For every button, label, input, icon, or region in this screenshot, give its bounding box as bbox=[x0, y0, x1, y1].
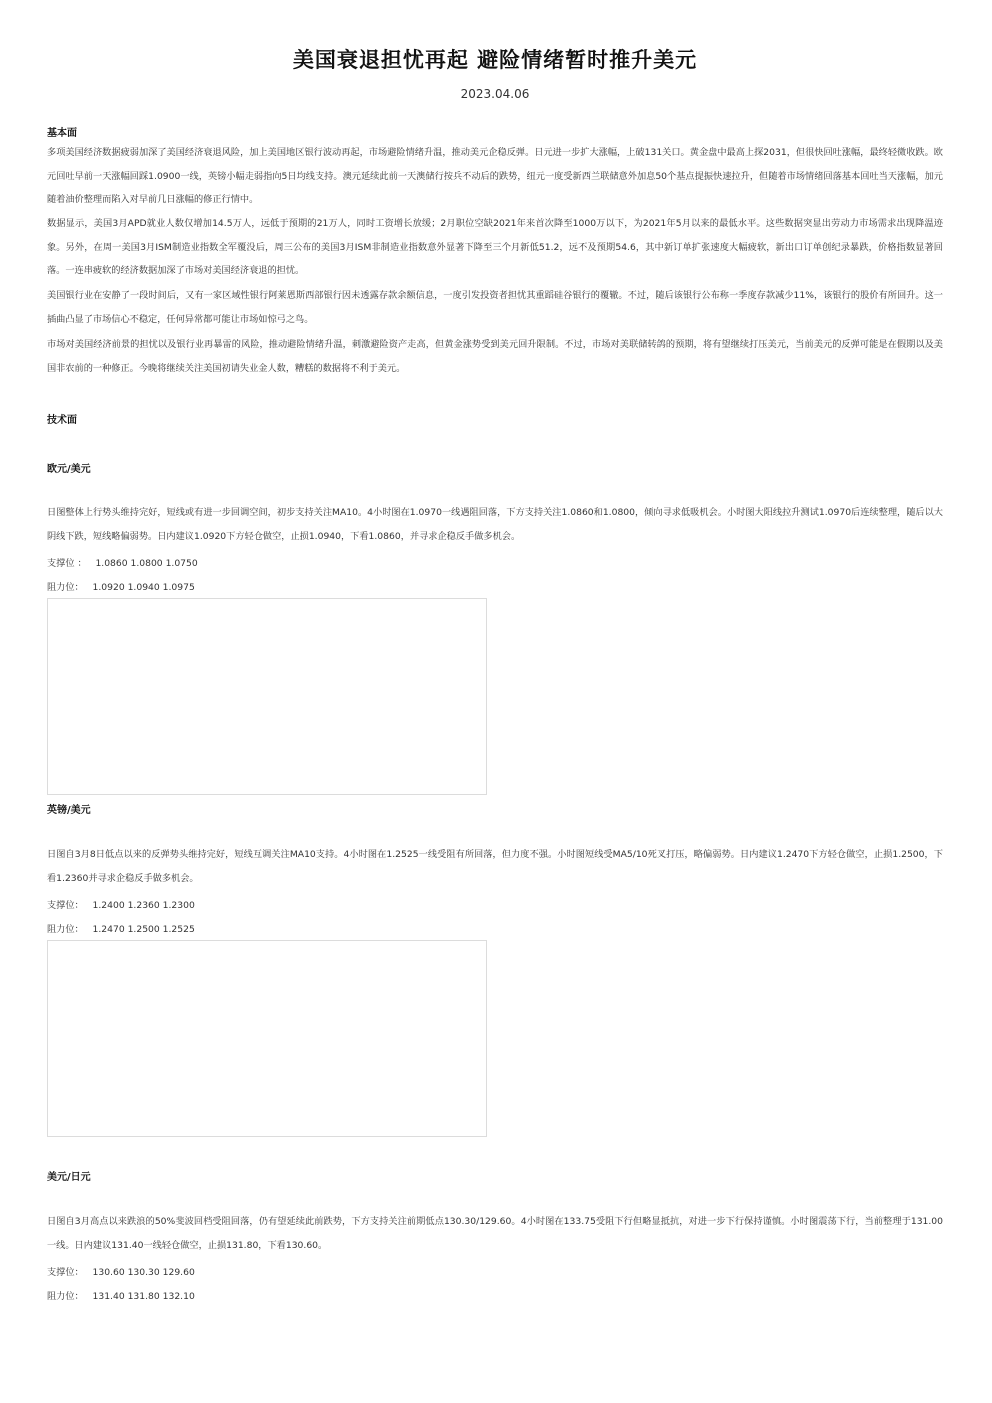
resistance-label: 阻力位： bbox=[47, 582, 84, 593]
support-values: 130.60 130.30 129.60 bbox=[92, 1267, 195, 1278]
support-values: 1.0860 1.0800 1.0750 bbox=[95, 558, 198, 569]
resistance-levels-eurusd bbox=[47, 579, 195, 593]
fundamentals-paragraph: 美国银行业在安静了一段时间后，又有一家区域性银行阿莱恩斯西部银行因未透露存款余额信息，一度引发投资者担忧其重蹈硅谷银行的覆辙。不过，随后该银行公布称一季度存款减少11%，该银行的股价有所回升。这一插曲凸显了市场信心不稳定，任何异常都可能让市场如惊弓之鸟。 bbox=[47, 290, 943, 325]
pair-analysis-eurusd: 日图整体上行势头维持完好，短线或有进一步回调空间，初步支持关注MA10。4小时图在1.0970一线遇阻回落，下方支持关注1.0860和1.0800，倾向寻求低吸机会。小时图大阳线拉升测试1.0970后连续整理，随后以大阴线下跌，短线略偏弱势。日内建议1.0920下方轻仓做空，止损1.0940，下看1.0860，并寻求企稳反手做多机会。 bbox=[47, 507, 943, 542]
chart-placeholder-gbpusd bbox=[47, 940, 487, 1137]
resistance-levels-gbpusd bbox=[47, 921, 195, 935]
page-title: 美国衰退担忧再起 避险情绪暂时推升美元 bbox=[292, 48, 698, 72]
support-label: 支撑位： bbox=[47, 1267, 84, 1278]
resistance-values: 1.2470 1.2500 1.2525 bbox=[92, 924, 195, 935]
technical-heading: 技术面 bbox=[47, 415, 77, 426]
pair-analysis-gbpusd: 日图自3月8日低点以来的反弹势头维持完好，短线互调关注MA10支持。4小时图在1.2525一线受阻有所回落，但力度不强。小时图短线受MA5/10死叉打压，略偏弱势。日内建议1.2470下方轻仓做空，止损1.2500，下看1.2360并寻求企稳反手做多机会。 bbox=[47, 849, 943, 884]
resistance-levels-usdjpy bbox=[47, 1288, 195, 1302]
pair-heading-gbpusd: 英镑/美元 bbox=[47, 805, 91, 816]
fundamentals-paragraph: 数据显示，美国3月APD就业人数仅增加14.5万人，远低于预期的21万人，同时工资增长放缓；2月职位空缺2021年来首次降至1000万以下，为2021年5月以来的最低水平。这些数据突显出劳动力市场需求出现降温迹象。另外，在周一美国3月ISM制造业指数全军覆没后，周三公布的美国3月ISM非制造业指数意外显著下降至三个月新低51.2，远不及预期54.6，其中新订单扩张速度大幅疲软，新出口订单创纪录暴跌，价格指数显著回落。一连串疲软的经济数据加深了市场对美国经济衰退的担忧。 bbox=[47, 218, 943, 276]
resistance-label: 阻力位： bbox=[47, 1291, 84, 1302]
chart-placeholder-eurusd bbox=[47, 598, 487, 795]
resistance-values: 1.0920 1.0940 1.0975 bbox=[92, 582, 195, 593]
support-levels-gbpusd bbox=[47, 897, 195, 911]
pair-heading-eurusd: 欧元/美元 bbox=[47, 464, 91, 475]
support-label: 支撑位 ： bbox=[47, 558, 87, 569]
pair-heading-usdjpy: 美元/日元 bbox=[47, 1172, 91, 1183]
support-levels-usdjpy bbox=[47, 1264, 195, 1278]
resistance-label: 阻力位： bbox=[47, 924, 84, 935]
resistance-values: 131.40 131.80 132.10 bbox=[92, 1291, 195, 1302]
support-levels-eurusd bbox=[47, 555, 198, 569]
support-values: 1.2400 1.2360 1.2300 bbox=[92, 900, 195, 911]
fundamentals-paragraph: 市场对美国经济前景的担忧以及银行业再暴雷的风险，推动避险情绪升温，刺激避险资产走高，但黄金涨势受到美元回升限制。不过，市场对美联储转鸽的预期，将有望继续打压美元，当前美元的反弹可能是在假期以及美国非农前的一种修正。今晚将继续关注美国初请失业金人数，糟糕的数据将不利于美元。 bbox=[47, 339, 943, 374]
support-label: 支撑位： bbox=[47, 900, 84, 911]
report-date: 2023.04.06 bbox=[460, 87, 530, 101]
fundamentals-paragraph: 多项美国经济数据疲弱加深了美国经济衰退风险，加上美国地区银行波动再起，市场避险情绪升温，推动美元企稳反弹。日元进一步扩大涨幅，上破131关口。黄金盘中最高上探2031，但很快回吐涨幅，最终轻微收跌。欧元回吐早前一天涨幅回踩1.0900一线，英镑小幅走弱指向5日均线支持。澳元延续此前一天澳储行按兵不动后的跌势，纽元一度受新西兰联储意外加息50个基点提振快速拉升，但随着市场情绪回落基本回吐当天涨幅，加元随着油价整理而陷入对早前几日涨幅的修正行情中。 bbox=[47, 147, 943, 205]
fundamentals-heading: 基本面 bbox=[47, 128, 77, 139]
pair-analysis-usdjpy: 日图自3月高点以来跌浪的50%斐波回档受阻回落，仍有望延续此前跌势，下方支持关注前期低点130.30/129.60。4小时图在133.75受阻下行但略显抵抗，对进一步下行保持谨慎。小时图震荡下行，当前整理于131.00一线。日内建议131.40一线轻仓做空，止损131.80，下看130.60。 bbox=[47, 1216, 943, 1251]
